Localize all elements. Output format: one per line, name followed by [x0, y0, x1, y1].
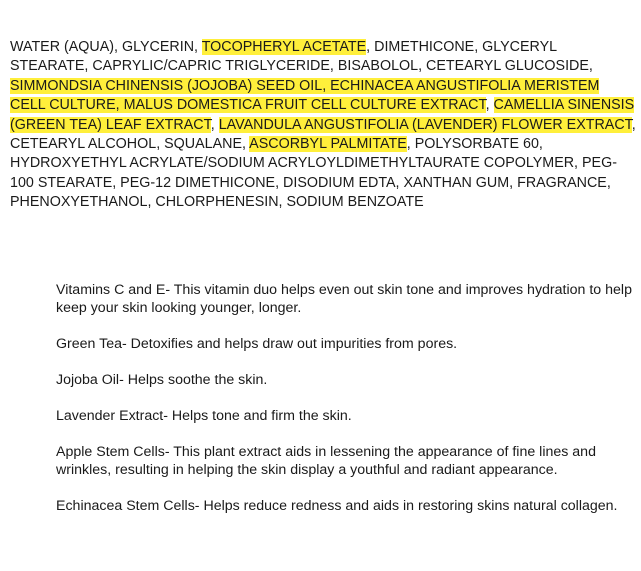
benefit-jojoba-oil: Jojoba Oil- Helps soothe the skin. — [56, 372, 268, 388]
ingredient-segment: , POLYSORBATE 60, HYDROXYETHYL ACRYLATE/SODIUM ACRYLOYLDIMETHYLTAURATE COPOLYMER, PEG-100 STEARATE, PEG-12 DIMETHICONE, DISODIUM EDTA, XANTHAN GUM, FRAGRANCE, PHENOXYETHANOL, CHLORPHENESIN, SODIUM BENZOATE — [10, 136, 617, 211]
benefits-list — [56, 281, 636, 533]
ingredient-segment: WATER (AQUA), GLYCERIN, — [10, 39, 202, 55]
highlighted-ingredient: SIMMONDSIA CHINENSIS (JOJOBA) SEED OIL, ECHINACEA ANGUSTIFOLIA MERISTEM CELL CULTURE, MALUS DOMESTICA FRUIT CELL CULTURE EXTRACT — [10, 77, 600, 114]
highlighted-ingredient: TOCOPHERYL ACETATE — [201, 39, 367, 55]
ingredient-segment: , — [485, 97, 494, 114]
highlighted-ingredient: LAVANDULA ANGUSTIFOLIA (LAVENDER) FLOWER EXTRACT — [218, 116, 632, 133]
ingredient-segment: , CETEARYL ALCOHOL, SQUALANE, — [10, 116, 636, 153]
ingredients-list — [10, 38, 638, 213]
benefit-apple-stem-cells: Apple Stem Cells- This plant extract aids in lessening the appearance of fine lines and wrinkles, resulting in helping the skin display a youthful and radiant appearance. — [56, 444, 596, 478]
benefit-vitamins-c-e: Vitamins C and E- This vitamin duo helps even out skin tone and improves hydration to help keep your skin looking younger, longer. — [56, 282, 632, 316]
benefit-echinacea-stem-cells: Echinacea Stem Cells- Helps reduce redness and aids in restoring skins natural collagen. — [56, 498, 618, 514]
ingredient-segment: , DIMETHICONE, GLYCERYL STEARATE, CAPRYLIC/CAPRIC TRIGLYCERIDE, BISABOLOL, CETEARYL GLUCOSIDE, — [10, 39, 593, 75]
benefit-lavender-extract: Lavender Extract- Helps tone and firm the skin. — [56, 408, 352, 424]
ingredient-segment: , — [210, 116, 219, 133]
highlighted-ingredient: CAMELLIA SINENSIS (GREEN TEA) LEAF EXTRACT — [10, 97, 635, 133]
benefit-green-tea: Green Tea- Detoxifies and helps draw out impurities from pores. — [56, 336, 458, 352]
highlighted-ingredient: ASCORBYL PALMITATE — [249, 136, 407, 153]
